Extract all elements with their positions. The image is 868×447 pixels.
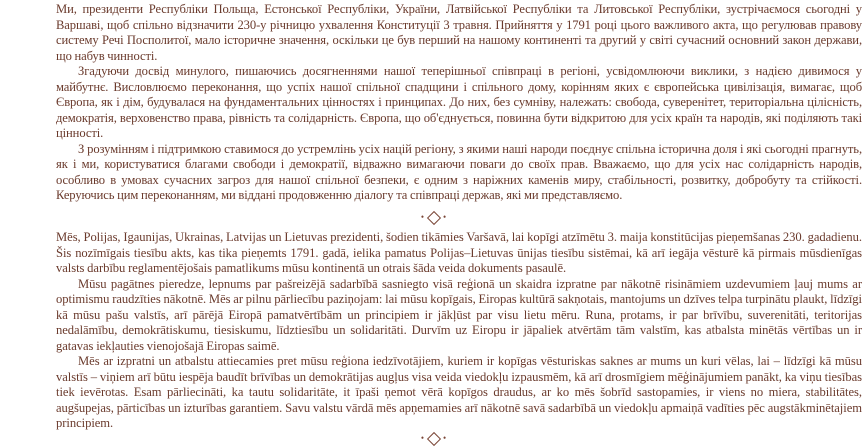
section-divider-ornament <box>0 211 868 224</box>
latvian-paragraph-3: Mēs ar izpratni un atbalstu attiecamies pret mūsu reģiona iedzīvotājiem, kuriem ir kopīgas vēsturiskas saknes ar mums un kuri vēlas, lai – līdzīgi kā mūsu valstīs – viņiem arī būtu iespēja baudīt brīvības un demokrātijas augļus visa veida viedokļu izpausmēm, kā arī drosmīgiem mēģinājumiem panākt, ka viņu tiesības tiek ievērotas. Esam pārliecināti, ka tautu solidaritāte, it īpaši ņemot vērā kopīgos draudus, ar ko mēs šobrīd sastopamies, ir viens no miera, stabilitātes, augšupejas, pārticības un izturības garantiem. Savu valstu vārdā mēs apņemamies arī nākotnē savā sadarbībā un viedokļu apmaiņā vadīties pēc augstākminētajiem principiem. <box>56 354 862 430</box>
diamond-icon <box>427 432 441 446</box>
latvian-paragraph-1: Mēs, Polijas, Igaunijas, Ukrainas, Latvijas un Lietuvas prezidenti, šodien tikāmies Varšavā, lai kopīgi atzīmētu 3. maija konstitūcijas pieņemšanas 230. gadadienu. Šis nozīmīgais tiesību akts, kas tika pieņemts 1791. gadā, ielika pamatus Polijas–Lietuvas ūnijas tiesību sistēmai, kā arī iegāja vēsturē kā pirmais mūsdienīgas valsts darbību reglamentējošais pamatlikums mūsu kontinentā un otrais šāda veida dokuments pasaulē. <box>56 230 862 275</box>
dot-icon: • <box>420 212 425 222</box>
ukrainian-paragraph-3: З розумінням і підтримкою ставимося до устремлінь усіх націй регіону, з якими наші народи поєднує спільна історична доля і які сьогодні прагнуть, як і ми, користуватися благами свободи і демократії, відважно вимагаючи поваги до своїх прав. Вважаємо, що для усіх нас солідарність народів, особливо в умовах сучасних загроз для нашої спільної безпеки, є одним з наріжних каменів миру, стабільності, розвитку, добробуту та стійкості. Керуючись цим переконанням, ми віддані продовженню діалогу та співпраці держав, які ми представляємо. <box>56 141 862 202</box>
ukrainian-paragraph-1: Ми, президенти Республіки Польща, Естонської Республіки, України, Латвійської Республіки та Литовської Республіки, зустрічаємося сьогодні у Варшаві, щоб спільно відзначити 230-у річницю ухвалення Конституції 3 травня. Прийняття у 1791 році цього важливого акта, що регулював правову систему Речі Посполитої, мало історичне значення, оскільки це був перший на нашому континенті та другий у світі сучасний основний закон держави, що набув чинності. <box>56 2 862 63</box>
diamond-icon <box>427 211 441 225</box>
section-divider-ornament <box>0 432 868 445</box>
dot-icon: • <box>420 433 425 443</box>
latvian-paragraph-2: Mūsu pagātnes pieredze, lepnums par pašreizējā sadarbībā sasniegto visā reģionā un skaidra izpratne par nākotnē risināmiem uzdevumiem ļauj mums ar optimismu raudzīties nākotnē. Mēs ar pilnu pārliecību paziņojam: lai mūsu kopīgais, Eiropas kultūrā sakņotais, mantojums un dzīves telpa turpinātu plaukt, līdzīgi kā mūsu pašu valstīs, arī pārējā Eiropā pamatvērtībām un principiem ir jākļūst par visu lietu mēru. Runa, protams, ir par brīvību, suverenitāti, teritorijas nedalāmību, demokrātiskumu, tiesiskumu, līdztiesību un solidaritāti. Durvīm uz Eiropu ir jāpaliek atvērtām tām valstīm, kas atbalsta minētās vērtības un ir gatavas iekļauties vienojošajā Eiropas saimē. <box>56 276 862 353</box>
dot-icon: • <box>443 212 448 222</box>
latvian-section <box>56 230 862 432</box>
ukrainian-section <box>56 2 862 204</box>
dot-icon: • <box>443 433 448 443</box>
ukrainian-paragraph-2: Згадуючи досвід минулого, пишаючись досягненнями нашої теперішньої співпраці в регіоні, усвідомлюючи виклики, з надією дивимося у майбутнє. Висловлюємо переконання, що успіх нашої спільної спадщини і спільного дому, корінням яких є європейська цивілізація, вимагає, щоб Європа, як і дім, будувалася на фундаментальних цінностях і принципах. До них, без сумніву, належать: свобода, суверенітет, територіальна цілісність, демократія, верховенство права, рівність та солідарність. Європа, що об'єднується, повинна бути відкритою для усіх країн та народів, які поділяють такі цінності. <box>56 64 862 140</box>
